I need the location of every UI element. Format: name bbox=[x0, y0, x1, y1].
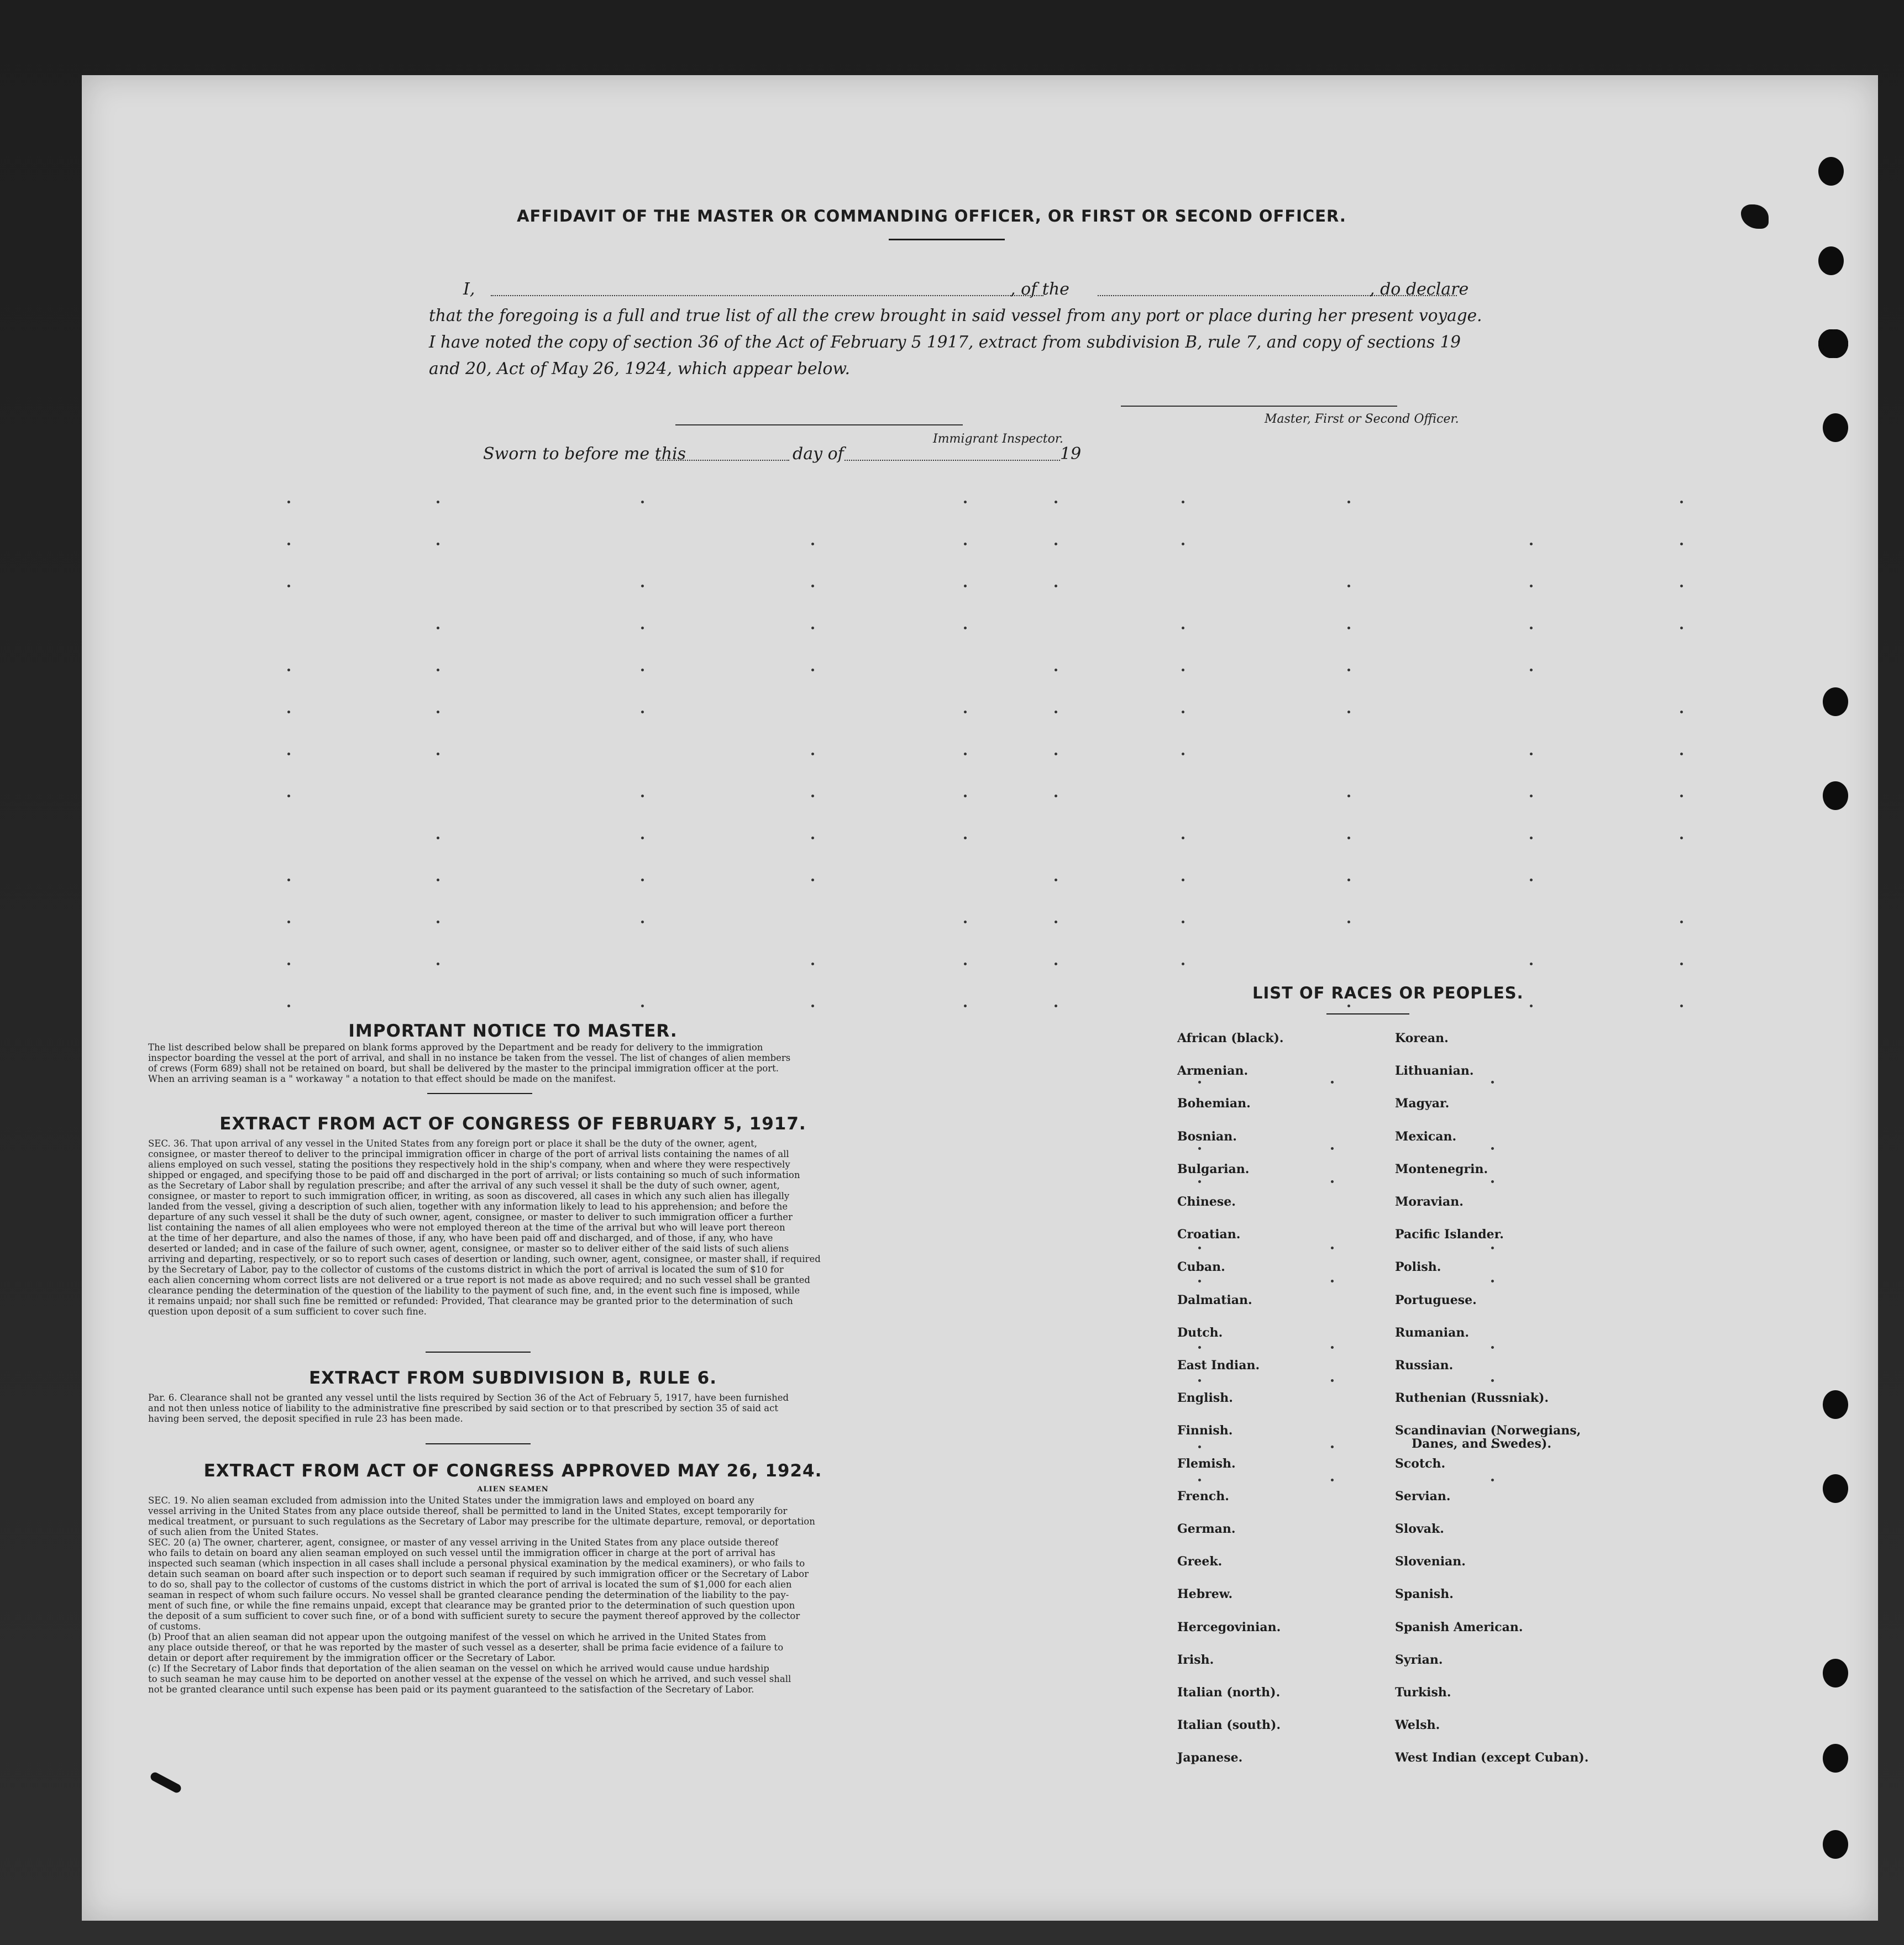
race-item: Italian (south). bbox=[1177, 1718, 1281, 1733]
grid-dot bbox=[1331, 1280, 1334, 1282]
grid-dot bbox=[1680, 627, 1683, 629]
race-item: Mexican. bbox=[1395, 1129, 1457, 1144]
act-1917-line: at the time of her departure, and also the names of those, if any, who have been paid off and discharged, and of those, if any, who have bbox=[148, 1233, 773, 1243]
rule-6-line: and not then unless notice of liability to the administrative fine prescribed by said section or to that prescribed by section 35 of said act bbox=[148, 1403, 778, 1413]
grid-dot bbox=[1491, 1280, 1494, 1282]
race-item: Japanese. bbox=[1177, 1751, 1243, 1765]
act-1924-line: detain such seaman on board after such inspection or to deport such seaman if required by such immigration officer or the Secretary of Labor bbox=[148, 1569, 809, 1579]
inspector-signature-line[interactable] bbox=[675, 424, 963, 425]
section-rule bbox=[427, 1093, 532, 1094]
grid-dot bbox=[1055, 669, 1057, 671]
act-1924-subtitle: ALIEN SEAMEN bbox=[477, 1485, 549, 1494]
rule-6-line: having been served, the deposit specified in rule 23 has been made. bbox=[148, 1413, 463, 1424]
grid-dot bbox=[964, 627, 967, 629]
grid-dot bbox=[811, 879, 814, 881]
race-item: Korean. bbox=[1395, 1031, 1449, 1045]
grid-dot bbox=[964, 501, 967, 503]
grid-dot bbox=[811, 543, 814, 545]
ink-smudge bbox=[149, 1771, 182, 1794]
punch-hole bbox=[1823, 1830, 1848, 1859]
sworn-day-of: day of bbox=[793, 444, 844, 464]
sworn-day-field[interactable] bbox=[657, 460, 789, 461]
act-1924-line: to such seaman he may cause him to be deported on another vessel at the expense of the vessel on which he arrived, and such vessel shall bbox=[148, 1674, 791, 1684]
grid-dot bbox=[1530, 879, 1533, 881]
grid-dot bbox=[1198, 1445, 1201, 1448]
grid-dot bbox=[1055, 879, 1057, 881]
grid-dot bbox=[641, 501, 644, 503]
grid-dot bbox=[1331, 1081, 1334, 1084]
race-item: Servian. bbox=[1395, 1489, 1451, 1504]
grid-dot bbox=[437, 753, 439, 755]
section-rule bbox=[426, 1443, 531, 1444]
race-item: Slovenian. bbox=[1395, 1554, 1466, 1569]
grid-dot bbox=[964, 543, 967, 545]
grid-dot bbox=[437, 627, 439, 629]
title-rule bbox=[889, 239, 1005, 240]
act-1917-line: departure of any such vessel it shall be the duty of such owner, agent, consignee, or master to deliver to such immigration officer a further bbox=[148, 1212, 793, 1222]
punch-hole bbox=[1823, 329, 1848, 358]
race-item: Scandinavian (Norwegians, bbox=[1395, 1423, 1581, 1438]
grid-dot bbox=[1198, 1081, 1201, 1084]
grid-dot bbox=[1491, 1081, 1494, 1084]
grid-dot bbox=[1331, 1180, 1334, 1183]
race-item: Dutch. bbox=[1177, 1325, 1223, 1340]
act-1924-line: vessel arriving in the United States from any place outside thereof, shall be permitted to land in the United States, except temporarily for bbox=[148, 1506, 788, 1516]
race-item: English. bbox=[1177, 1391, 1233, 1406]
act-1924-title: EXTRACT FROM ACT OF CONGRESS APPROVED MAY 26, 1924. bbox=[203, 1461, 822, 1481]
grid-dot bbox=[287, 879, 290, 881]
grid-dot bbox=[1347, 837, 1350, 839]
race-item: Syrian. bbox=[1395, 1652, 1443, 1667]
grid-dot bbox=[1491, 1147, 1494, 1150]
grid-dot bbox=[1198, 1280, 1201, 1282]
grid-dot bbox=[1182, 543, 1184, 545]
grid-dot bbox=[1182, 711, 1184, 713]
notice-line: The list described below shall be prepared on blank forms approved by the Department and be ready for delivery to the immigration bbox=[148, 1042, 763, 1053]
act-1917-line: it remains unpaid; nor shall such fine be remitted or refunded: Provided, That clearance may be granted prior to the determination of such bbox=[148, 1296, 793, 1306]
act-1917-line: arriving and departing, respectively, or so to report such cases of desertion or landing, such owner, agent, consignee, or master shall, if required bbox=[148, 1254, 821, 1264]
act-1924-line: of such alien from the United States. bbox=[148, 1527, 319, 1537]
race-item: Greek. bbox=[1177, 1554, 1223, 1569]
grid-dot bbox=[1055, 921, 1057, 923]
race-item: West Indian (except Cuban). bbox=[1395, 1751, 1589, 1765]
grid-dot bbox=[1347, 627, 1350, 629]
grid-dot bbox=[1491, 1247, 1494, 1249]
grid-dot bbox=[1347, 711, 1350, 713]
race-item: Scotch. bbox=[1395, 1456, 1446, 1471]
grid-dot bbox=[1198, 1379, 1201, 1382]
act-1917-line: aliens employed on such vessel, stating the positions they respectively hold in the ship's company, when and where they were respectively bbox=[148, 1159, 790, 1170]
race-item: Montenegrin. bbox=[1395, 1161, 1488, 1176]
grid-dot bbox=[1530, 963, 1533, 965]
grid-dot bbox=[964, 795, 967, 797]
grid-dot bbox=[287, 1005, 290, 1007]
grid-dot bbox=[1680, 1005, 1683, 1007]
grid-dot bbox=[1182, 669, 1184, 671]
act-1917-line: clearance pending the determination of the question of the liability to the payment of such fine, and, in the event such fine is imposed, while bbox=[148, 1285, 800, 1296]
grid-dot bbox=[964, 585, 967, 587]
grid-dot bbox=[964, 753, 967, 755]
grid-dot bbox=[437, 711, 439, 713]
race-item: German. bbox=[1177, 1522, 1236, 1536]
act-1924-line: (c) If the Secretary of Labor finds that deportation of the alien seaman on the vessel on which he arrived would cause undue hardship bbox=[148, 1663, 769, 1674]
grid-dot bbox=[437, 543, 439, 545]
grid-dot bbox=[1530, 543, 1533, 545]
grid-dot bbox=[1198, 1479, 1201, 1481]
grid-dot bbox=[1055, 963, 1057, 965]
grid-dot bbox=[811, 585, 814, 587]
race-item: Bohemian. bbox=[1177, 1096, 1251, 1111]
grid-dot bbox=[1198, 1180, 1201, 1183]
section-rule bbox=[426, 1352, 531, 1353]
grid-dot bbox=[1331, 1346, 1334, 1349]
sworn-prefix: Sworn to before me this bbox=[483, 444, 686, 464]
grid-dot bbox=[1182, 837, 1184, 839]
grid-dot bbox=[1055, 795, 1057, 797]
punch-hole bbox=[1818, 157, 1844, 186]
notice-line: of crews (Form 689) shall not be retained on board, but shall be delivered by the master to the principal immigration officer at the port. bbox=[148, 1063, 779, 1074]
grid-dot bbox=[1680, 795, 1683, 797]
act-1924-line: not be granted clearance until such expense has been paid or its payment guaranteed to the satisfaction of the Secretary of Labor. bbox=[148, 1684, 754, 1695]
grid-dot bbox=[1680, 753, 1683, 755]
race-item: Welsh. bbox=[1395, 1718, 1440, 1733]
affidavit-line2: that the foregoing is a full and true list of all the crew brought in said vessel from any port or place during her present voyage. bbox=[429, 306, 1482, 325]
act-1924-line: of customs. bbox=[148, 1621, 201, 1632]
act-1917-line: question upon deposit of a sum sufficient to cover such fine. bbox=[148, 1306, 427, 1317]
grid-dot bbox=[1347, 1005, 1350, 1007]
race-item: Magyar. bbox=[1395, 1096, 1450, 1111]
punch-hole bbox=[1823, 687, 1848, 716]
grid-dot bbox=[1331, 1379, 1334, 1382]
grid-dot bbox=[1198, 1346, 1201, 1349]
sworn-year: 19 bbox=[1060, 444, 1082, 464]
grid-dot bbox=[964, 963, 967, 965]
act-1924-line: medical treatment, or pursuant to such regulations as the Secretary of Labor may prescribe for the ultimate departure, removal, or deportation bbox=[148, 1516, 815, 1527]
punch-hole bbox=[1823, 413, 1848, 442]
grid-dot bbox=[1198, 1247, 1201, 1249]
race-item: Irish. bbox=[1177, 1652, 1214, 1667]
race-item: Russian. bbox=[1395, 1358, 1454, 1373]
act-1917-line: consignee, or master to report to such immigration officer, in writing, as soon as discovered, all cases in which any such alien has illegally bbox=[148, 1191, 790, 1201]
master-signature-line[interactable] bbox=[1121, 406, 1397, 407]
inspector-caption: Immigrant Inspector. bbox=[933, 432, 1063, 446]
race-item: Turkish. bbox=[1395, 1685, 1451, 1700]
grid-dot bbox=[1530, 627, 1533, 629]
grid-dot bbox=[964, 1005, 967, 1007]
grid-dot bbox=[811, 963, 814, 965]
grid-dot bbox=[641, 585, 644, 587]
act-1917-line: consignee, or master thereof to deliver to the principal immigration officer in charge of the port of arrival lists containing the names of all bbox=[148, 1149, 789, 1159]
notice-body bbox=[148, 1042, 878, 1084]
act-1924-line: who fails to detain on board any alien seaman employed on such vessel until the immigration officer in charge at the port of arrival has bbox=[148, 1548, 775, 1558]
grid-dot bbox=[1055, 753, 1057, 755]
grid-dot bbox=[641, 1005, 644, 1007]
race-item: Bosnian. bbox=[1177, 1129, 1237, 1144]
grid-dot bbox=[1198, 1147, 1201, 1150]
grid-dot bbox=[1530, 753, 1533, 755]
grid-dot bbox=[964, 711, 967, 713]
affidavit-line1-of-the: , of the bbox=[1010, 280, 1069, 299]
grid-dot bbox=[1491, 1346, 1494, 1349]
grid-dot bbox=[1182, 501, 1184, 503]
grid-dot bbox=[1680, 837, 1683, 839]
grid-dot bbox=[811, 627, 814, 629]
grid-dot bbox=[1680, 501, 1683, 503]
grid-dot bbox=[1680, 711, 1683, 713]
grid-dot bbox=[1530, 795, 1533, 797]
grid-dot bbox=[287, 711, 290, 713]
punch-hole bbox=[1823, 1744, 1848, 1773]
grid-dot bbox=[1680, 963, 1683, 965]
race-item: East Indian. bbox=[1177, 1358, 1260, 1373]
race-item: Flemish. bbox=[1177, 1456, 1236, 1471]
grid-dot bbox=[287, 501, 290, 503]
grid-dot bbox=[1680, 543, 1683, 545]
race-item-continuation: Danes, and Swedes). bbox=[1412, 1437, 1551, 1452]
grid-dot bbox=[437, 963, 439, 965]
race-item: Ruthenian (Russniak). bbox=[1395, 1391, 1549, 1406]
grid-dot bbox=[1055, 585, 1057, 587]
act-1917-line: each alien concerning whom correct lists are not delivered or a true report is not made as above required; and no such vessel shall be granted bbox=[148, 1275, 810, 1285]
act-1924-line: to do so, shall pay to the collector of customs of the customs district in which the port of arrival is located the sum of $1,000 for each alien bbox=[148, 1579, 792, 1590]
race-item: French. bbox=[1177, 1489, 1229, 1504]
act-1917-line: landed from the vessel, giving a description of such alien, together with any information likely to lead to his apprehension; and before the bbox=[148, 1201, 788, 1212]
grid-dot bbox=[1182, 879, 1184, 881]
act-1917-line: SEC. 36. That upon arrival of any vessel in the United States from any foreign port or place it shall be the duty of the owner, agent, bbox=[148, 1138, 758, 1149]
race-item: Italian (north). bbox=[1177, 1685, 1281, 1700]
grid-dot bbox=[811, 753, 814, 755]
grid-dot bbox=[1347, 921, 1350, 923]
race-item: Dalmatian. bbox=[1177, 1292, 1252, 1307]
grid-dot bbox=[1331, 1147, 1334, 1150]
grid-dot bbox=[1182, 753, 1184, 755]
race-item: Finnish. bbox=[1177, 1423, 1233, 1438]
grid-dot bbox=[1182, 627, 1184, 629]
act-1924-line: SEC. 20 (a) The owner, charterer, agent, consignee, or master of any vessel arriving in the United States from any place outside thereof bbox=[148, 1537, 778, 1548]
grid-dot bbox=[641, 627, 644, 629]
act-1924-body bbox=[148, 1495, 878, 1695]
grid-dot bbox=[1182, 921, 1184, 923]
act-1917-line: deserted or landed; and in case of the failure of such owner, agent, consignee, or master so to deliver either of the said lists of such aliens bbox=[148, 1243, 789, 1254]
race-item: Hercegovinian. bbox=[1177, 1620, 1281, 1634]
grid-dot bbox=[1680, 585, 1683, 587]
race-item: Croatian. bbox=[1177, 1227, 1241, 1242]
rule-6-title: EXTRACT FROM SUBDIVISION B, RULE 6. bbox=[309, 1368, 717, 1388]
race-item: Portuguese. bbox=[1395, 1292, 1477, 1307]
act-1924-line: (b) Proof that an alien seaman did not appear upon the outgoing manifest of the vessel on which he arrived in the United States from bbox=[148, 1632, 767, 1642]
grid-dot bbox=[1347, 585, 1350, 587]
grid-dot bbox=[437, 837, 439, 839]
grid-dot bbox=[641, 921, 644, 923]
grid-dot bbox=[1055, 711, 1057, 713]
notice-title: IMPORTANT NOTICE TO MASTER. bbox=[348, 1021, 678, 1041]
races-rule bbox=[1326, 1013, 1409, 1014]
grid-dot bbox=[1347, 879, 1350, 881]
affidavit-line4: and 20, Act of May 26, 1924, which appear below. bbox=[429, 359, 851, 379]
races-title: LIST OF RACES OR PEOPLES. bbox=[1252, 984, 1524, 1002]
grid-dot bbox=[641, 837, 644, 839]
race-item: Spanish American. bbox=[1395, 1620, 1523, 1634]
notice-line: inspector boarding the vessel at the port of arrival, and shall in no instance be taken from the vessel. The list of changes of alien members bbox=[148, 1053, 791, 1063]
grid-dot bbox=[641, 669, 644, 671]
race-item: Spanish. bbox=[1395, 1587, 1454, 1602]
grid-dot bbox=[287, 585, 290, 587]
grid-dot bbox=[641, 879, 644, 881]
grid-dot bbox=[641, 711, 644, 713]
grid-dot bbox=[964, 837, 967, 839]
race-item: Lithuanian. bbox=[1395, 1064, 1474, 1079]
grid-dot bbox=[287, 921, 290, 923]
act-1917-line: shipped or engaged, and specifying those to be paid off and discharged in the port of arrival; or lists containing so much of such information bbox=[148, 1170, 800, 1180]
act-1924-line: ment of such fine, or while the fine remains unpaid, except that clearance may be granted prior to the determination of such question upon bbox=[148, 1600, 795, 1611]
act-1924-line: detain or deport after requirement by the immigration officer or the Secretary of Labor. bbox=[148, 1653, 556, 1663]
race-item: Pacific Islander. bbox=[1395, 1227, 1504, 1242]
act-1924-line: the deposit of a sum sufficient to cover such fine, or of a bond with sufficient surety to secure the payment thereof approved by the collector bbox=[148, 1611, 800, 1621]
grid-dot bbox=[641, 795, 644, 797]
grid-dot bbox=[1530, 585, 1533, 587]
grid-dot bbox=[287, 753, 290, 755]
race-item: Cuban. bbox=[1177, 1260, 1225, 1275]
act-1924-line: seaman in respect of whom such failure occurs. No vessel shall be granted clearance pending the determination of the liability to the pay- bbox=[148, 1590, 789, 1600]
rule-6-line: Par. 6. Clearance shall not be granted any vessel until the lists required by Section 36 of the Act of February 5, 1917, have been furnished bbox=[148, 1392, 789, 1403]
act-1917-line: by the Secretary of Labor, pay to the collector of customs of the customs district in which the port of arrival is located the sum of $10 for bbox=[148, 1264, 784, 1275]
grid-dot bbox=[1055, 501, 1057, 503]
race-item: Hebrew. bbox=[1177, 1587, 1233, 1602]
notice-line: When an arriving seaman is a " workaway " a notation to that effect should be made on the manifest. bbox=[148, 1074, 616, 1084]
grid-dot bbox=[1530, 1005, 1533, 1007]
act-1917-line: as the Secretary of Labor shall by regulation prescribe; and after the arrival of any such vessel it shall be the duty of such owner, agent, bbox=[148, 1180, 780, 1191]
race-item: African (black). bbox=[1177, 1031, 1284, 1045]
act-1924-line: any place outside thereof, or that he was reported by the master of such vessel as a deserter, shall be prima facie evidence of a failure to bbox=[148, 1642, 784, 1653]
grid-dot bbox=[1530, 669, 1533, 671]
grid-dot bbox=[1530, 837, 1533, 839]
master-name-field[interactable] bbox=[491, 295, 1043, 296]
punch-hole bbox=[1823, 1390, 1848, 1419]
grid-dot bbox=[287, 795, 290, 797]
grid-dot bbox=[1331, 1479, 1334, 1481]
grid-dot bbox=[1182, 963, 1184, 965]
race-item: Bulgarian. bbox=[1177, 1161, 1250, 1176]
grid-dot bbox=[1491, 1180, 1494, 1183]
punch-hole bbox=[1823, 781, 1848, 810]
grid-dot bbox=[1347, 501, 1350, 503]
grid-dot bbox=[437, 501, 439, 503]
grid-dot bbox=[287, 669, 290, 671]
punch-hole bbox=[1823, 1659, 1848, 1688]
grid-dot bbox=[1680, 921, 1683, 923]
race-item: Chinese. bbox=[1177, 1195, 1236, 1209]
affidavit-line1-declare: , do declare bbox=[1370, 280, 1469, 299]
grid-dot bbox=[1347, 669, 1350, 671]
sworn-month-field[interactable] bbox=[845, 460, 1060, 461]
grid-dot bbox=[287, 543, 290, 545]
affidavit-title: AFFIDAVIT OF THE MASTER OR COMMANDING OFFICER, OR FIRST OR SECOND OFFICER. bbox=[517, 207, 1346, 225]
act-1924-line: inspected such seaman (which inspection in all cases shall include a personal physical examination by the medical examiners), or who fails to bbox=[148, 1558, 805, 1569]
grid-dot bbox=[1331, 1445, 1334, 1448]
grid-dot bbox=[811, 1005, 814, 1007]
grid-dot bbox=[1055, 1005, 1057, 1007]
rule-6-body bbox=[148, 1392, 878, 1424]
grid-dot bbox=[437, 921, 439, 923]
punch-hole bbox=[1818, 246, 1844, 275]
race-item: Rumanian. bbox=[1395, 1325, 1470, 1340]
grid-dot bbox=[437, 669, 439, 671]
grid-dot bbox=[1491, 1379, 1494, 1382]
race-item: Polish. bbox=[1395, 1260, 1441, 1275]
grid-dot bbox=[811, 669, 814, 671]
affidavit-line3: I have noted the copy of section 36 of the Act of February 5 1917, extract from subdivision B, rule 7, and copy of sections 19 bbox=[429, 333, 1461, 351]
master-signature-caption: Master, First or Second Officer. bbox=[1265, 412, 1459, 426]
race-item: Moravian. bbox=[1395, 1195, 1464, 1209]
grid-dot bbox=[811, 837, 814, 839]
grid-dot bbox=[811, 795, 814, 797]
act-1924-line: SEC. 19. No alien seaman excluded from admission into the United States under the immigration laws and employed on board any bbox=[148, 1495, 754, 1506]
grid-dot bbox=[1331, 1247, 1334, 1249]
grid-dot bbox=[437, 879, 439, 881]
race-item: Armenian. bbox=[1177, 1064, 1249, 1079]
affidavit-line1-i: I, bbox=[463, 280, 475, 299]
document-page bbox=[82, 75, 1878, 1921]
grid-dot bbox=[1491, 1479, 1494, 1481]
act-1917-line: list containing the names of all alien employees who were not employed thereon at the time of the arrival but who will leave port thereon bbox=[148, 1222, 785, 1233]
race-item: Slovak. bbox=[1395, 1522, 1444, 1536]
grid-dot bbox=[287, 963, 290, 965]
act-1917-body bbox=[148, 1138, 878, 1317]
grid-dot bbox=[964, 921, 967, 923]
act-1917-title: EXTRACT FROM ACT OF CONGRESS OF FEBRUARY 5, 1917. bbox=[219, 1114, 806, 1134]
grid-dot bbox=[1055, 543, 1057, 545]
grid-dot bbox=[1347, 795, 1350, 797]
punch-hole bbox=[1823, 1474, 1848, 1503]
